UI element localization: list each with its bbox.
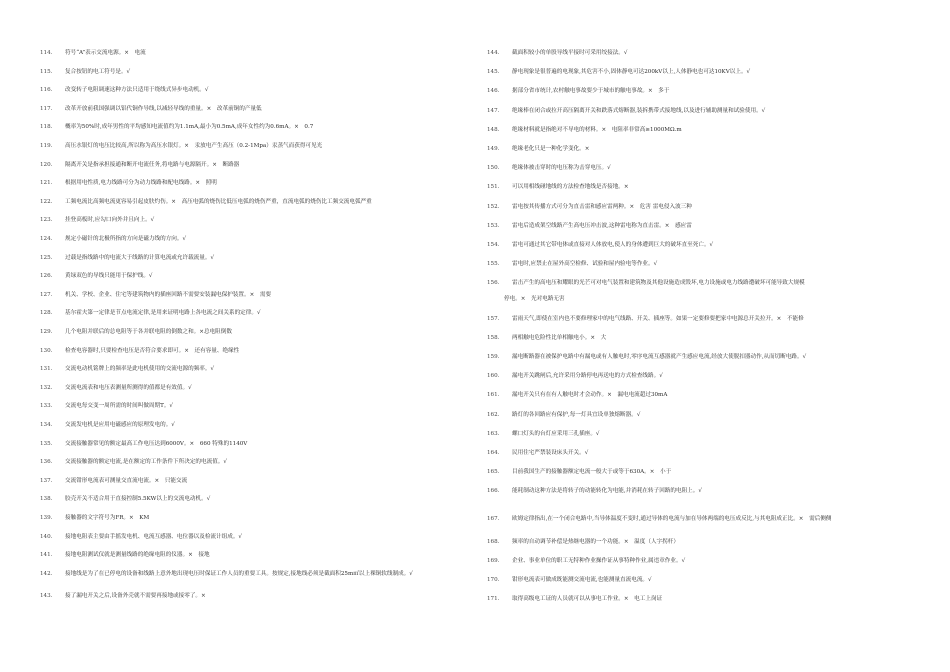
item-text: 高压水银灯的电压比较高,所以称为高压水银灯。× 汞放电产生高压（0.2-1Mpa）汞蒸气而获得可见光: [65, 143, 323, 149]
item-text: 钳形电流表可做成既能测交流电流,也能测量直流电流。√: [512, 577, 652, 584]
item-text: 雷电按其传播方式可分为直击雷和感应雷两种。× 危害 雷电侵入波三种: [512, 203, 692, 210]
item-text: 隔离开关是指承担接通和断开电流任务,将电路与电源隔开。× 断路器: [65, 161, 240, 168]
list-item: [40, 403, 468, 411]
list-item: [487, 146, 907, 154]
item-number: 171.: [487, 596, 500, 603]
list-item: [40, 571, 468, 579]
list-item: [487, 335, 907, 343]
item-number: 153.: [487, 222, 500, 229]
list-item: [40, 348, 468, 356]
item-text: 交流电流表和电压表测量所测得的值都是有效值。√: [65, 384, 192, 391]
list-item: [40, 496, 468, 504]
item-text: 符号“A”表示交流电源。× 电流: [65, 50, 146, 56]
list-item: [40, 515, 468, 523]
item-number: 122.: [40, 198, 53, 205]
list-item: [40, 552, 468, 560]
item-number: 152.: [487, 203, 500, 210]
item-text: 漏电断路器在被保护电路中有漏电或有人触电时,零序电流互感器就产生感应电流,经放大使脱扣器动作,从而切断电路。√: [512, 354, 807, 360]
item-text: 据部分省市统计,农村触电事故要少于城市的触电事故。× 多于: [512, 88, 670, 95]
item-text: 能耗制动这种方法是将转子的动能转化为电能,并消耗在转子回路的电阻上。√: [512, 488, 702, 495]
item-text: 雷击产生的高电压和耀眼的光芒可对电气装置和建筑物及其他设施造成毁坏,电力设施或电力线路遭破坏可能导致大规模: [512, 280, 805, 287]
item-number: 170.: [487, 577, 500, 584]
item-text: 黄绿双色的导线只能用于保护线。√: [65, 273, 153, 280]
item-text: 交流接触器的额定电流,是在额定的工作条件下所决定的电流值。√: [65, 459, 227, 466]
item-number: 114.: [40, 50, 53, 56]
item-number: 128.: [40, 310, 53, 317]
item-text: 频率的自动调节补偿是热继电器的一个功能。× 温度（人字拐杆）: [512, 538, 679, 545]
item-number: 125.: [40, 254, 53, 261]
item-text-continuation: 停电。× 光对电路无害: [504, 296, 565, 303]
list-item: [40, 441, 468, 449]
list-item: [487, 516, 907, 524]
item-number: 136.: [40, 459, 53, 466]
item-text: 静电现象是很普遍的电现象,其危害不小,固体静电可达200kV以上,人体静电也可达10KV以上。√: [512, 69, 751, 76]
item-number: 149.: [487, 146, 500, 152]
list-item: [40, 236, 468, 244]
item-text: 螺口灯头的台灯应采用三孔插座。√: [512, 430, 600, 437]
list-item: [40, 50, 468, 58]
item-text: 胶壳开关不适合用于直接控制5.5KW以上的交流电动机。√: [65, 496, 211, 503]
item-text: 接地电阻测试仪就是测量线路的绝缘电阻的仪器。× 接地: [65, 552, 210, 559]
list-item: [487, 108, 907, 116]
item-number: 150.: [487, 165, 500, 172]
list-item: [487, 558, 907, 566]
item-number: 146.: [487, 88, 500, 95]
item-text: 雷电时,应禁止在屋外高空检修、试验和屋内验电等作业。√: [512, 261, 658, 268]
item-text: 欧姆定律指出,在一个闭合电路中,当导体温度不变时,通过导体的电流与加在导体两端的电压成反比,与其电阻成正比。× 需后侧侧: [512, 515, 832, 522]
list-item: [40, 143, 468, 151]
item-number: 159.: [487, 354, 500, 360]
item-text: 机关、学校、企业、住宅等建筑物内的插座回路不需要安装漏电保护装置。× 需要: [65, 291, 272, 298]
list-item: [40, 87, 468, 95]
list-item: [40, 255, 468, 263]
item-number: 155.: [487, 261, 500, 268]
item-number: 160.: [487, 373, 500, 380]
item-text: 交流电每交变一周所需的时间叫做周期T。√: [65, 403, 173, 410]
item-number: 169.: [487, 558, 500, 564]
item-number: 142.: [40, 570, 53, 577]
item-number: 129.: [40, 329, 53, 335]
item-number: 123.: [40, 217, 53, 224]
list-item: [40, 593, 468, 601]
item-number: 163.: [487, 430, 500, 437]
item-number: 144.: [487, 50, 500, 56]
item-text: 基尔霍夫第一定律是节点电流定律,是用来证明电路上各电流之间关系的定律。√: [65, 310, 261, 317]
list-item: [487, 373, 907, 381]
item-text: 接了漏电开关之后,设备外壳就不需要再接地或接零了。×: [65, 593, 206, 600]
list-item: [40, 422, 468, 430]
list-item: [487, 539, 907, 547]
item-text: 绝缘体被击穿时的电压称为击穿电压。√: [512, 165, 611, 172]
item-text: 绝缘材料就是指绝对不导电的材料。× 电阻率非常高≥1000MΩ.m: [512, 126, 682, 133]
item-text: 过载是指线路中的电流大于线路的计算电流或允许载流量。√: [65, 254, 215, 261]
list-item: [487, 69, 907, 77]
item-text: 改革开放前我国强调以铝代铜作导线,以减轻导线的重量。× 改革前铜的产量低: [65, 105, 262, 112]
item-number: 161.: [487, 392, 500, 399]
item-number: 166.: [487, 488, 500, 495]
list-item: [487, 165, 907, 173]
list-item: [40, 162, 468, 170]
list-item: [40, 69, 468, 77]
list-item: [487, 450, 907, 458]
item-number: 140.: [40, 533, 53, 540]
list-item: [487, 469, 907, 477]
list-item: [487, 50, 907, 58]
list-item: [40, 459, 468, 467]
list-item: [487, 488, 907, 496]
list-item: [487, 280, 907, 303]
list-item: [40, 199, 468, 207]
list-item: [487, 431, 907, 439]
list-item: [40, 217, 468, 225]
item-text: 接触器的文字符号为FR。× KM: [65, 515, 150, 521]
list-item: [40, 180, 468, 188]
item-number: 131.: [40, 366, 53, 373]
item-number: 115.: [40, 68, 53, 75]
item-number: 139.: [40, 515, 53, 521]
item-text: 挂登高板时,应勾口向外并且向上。√: [65, 217, 155, 224]
item-number: 127.: [40, 291, 53, 298]
item-number: 148.: [487, 126, 500, 133]
item-text: 截面积较小的单股导线平接时可采用绞接法。√: [512, 50, 628, 56]
item-number: 124.: [40, 236, 53, 242]
list-item: [40, 366, 468, 374]
item-text: 改变转子电阻调速这种方法只适用于绕线式异步电动机。√: [65, 87, 209, 94]
list-item: [487, 184, 907, 192]
item-number: 137.: [40, 477, 53, 484]
list-item: [487, 392, 907, 400]
list-item: [40, 385, 468, 393]
item-text: 漏电开关跳闸后,允许采用分路停电再送电的方式检查线路。√: [512, 373, 663, 380]
list-item: [40, 273, 468, 281]
item-text: 民用住宅严禁装设床头开关。√: [512, 450, 589, 456]
item-number: 120.: [40, 161, 53, 168]
list-item: [487, 412, 907, 420]
item-text: 漏电开关只有在有人触电时才会动作。× 漏电电流超过30mA: [512, 392, 668, 399]
list-item: [487, 223, 907, 231]
item-number: 130.: [40, 347, 53, 354]
list-item: [487, 577, 907, 585]
list-item: [40, 534, 468, 542]
item-text: 接地电阻表主要由手摇发电机、电流互感器、电位器以及检流计组成。√: [65, 533, 242, 540]
item-number: 133.: [40, 403, 53, 410]
list-item: [40, 329, 468, 337]
item-number: 147.: [487, 107, 500, 114]
item-text: 规定小磁针的北极所指的方向是磁力线的方向。√: [65, 236, 187, 242]
item-text: 交流接触器常见的额定最高工作电压达到6000V。× 660 特殊的1140V: [65, 440, 248, 447]
item-text: 复合按钮的电工符号是。√: [65, 68, 131, 75]
item-text: 交流电动机铭牌上的频率是此电机使用的交流电源的频率。√: [65, 366, 215, 373]
item-number: 135.: [40, 440, 53, 447]
list-item: [487, 127, 907, 135]
item-number: 151.: [487, 184, 500, 191]
list-item: [487, 261, 907, 269]
item-text: 企业、事业单位的职工无特种作业操作证从事特种作业,属违章作业。√: [512, 558, 686, 564]
list-item: [40, 292, 468, 300]
item-number: 138.: [40, 496, 53, 503]
item-number: 141.: [40, 552, 53, 559]
item-text: 根据用电性质,电力线路可分为动力线路和配电线路。× 照明: [65, 180, 217, 187]
list-item: [487, 88, 907, 96]
item-number: 158.: [487, 334, 500, 341]
item-text: 目前我国生产的接触器额定电流一般大于或等于630A。× 小于: [512, 469, 672, 476]
item-number: 119.: [40, 143, 53, 149]
item-number: 164.: [487, 450, 500, 456]
list-item: [40, 124, 468, 132]
item-number: 145.: [487, 69, 500, 76]
item-number: 143.: [40, 593, 53, 600]
item-text: 可以用相线碰地线的方法检查地线是否接地。×: [512, 184, 629, 191]
item-number: 126.: [40, 273, 53, 280]
item-text: 取得高级电工证的人员就可以从事电工作业。× 电工上岗证: [512, 596, 663, 603]
item-text: 雷雨天气,即使在室内也不要修理家中的电气线路、开关、插座等。如果一定要修要把家中电源总开关拉开。× 不能修: [512, 315, 804, 322]
item-text: 绝缘老化只是一种化学变化。×: [512, 146, 590, 152]
item-text: 工频电流比高频电流更容易引起皮肤灼伤。× 高压电弧的烧伤比低压电弧的烧伤严重，直流电弧的烧伤比工频交流电弧严重: [65, 198, 372, 205]
list-item: [487, 596, 907, 604]
item-number: 157.: [487, 315, 500, 322]
list-item: [487, 316, 907, 324]
item-number: 116.: [40, 87, 53, 94]
item-number: 165.: [487, 469, 500, 476]
item-number: 121.: [40, 180, 53, 187]
list-item: [487, 354, 907, 362]
item-text: 雷电可通过其它带电体或直接对人体放电,使人的身体遭到巨大的破坏直至死亡。√: [512, 242, 714, 248]
list-item: [40, 106, 468, 114]
item-number: 117.: [40, 105, 53, 112]
item-text: 检查电容器时,只要检查电压是否符合要求即可。× 还有容量、绝缘性: [65, 347, 240, 354]
item-number: 156.: [487, 280, 500, 287]
item-text: 几个电阻并联后的总电阻等于各并联电阻的倒数之和。×总电阻倒数: [65, 329, 232, 335]
item-number: 132.: [40, 384, 53, 391]
item-text: 雷电后造成架空线路产生高电压冲击波,这种雷电称为直击雷。× 感应雷: [512, 222, 692, 229]
item-number: 168.: [487, 538, 500, 545]
item-number: 162.: [487, 411, 500, 418]
item-text: 概率为50%时,成年男性的平均感知电流值约为1.1mA,最小为0.5mA,成年女性约为0.6mA。× 0.7: [65, 124, 314, 131]
list-item: [487, 204, 907, 212]
item-number: 167.: [487, 515, 500, 522]
item-text: 两相触电危险性比单相触电小。× 大: [512, 334, 607, 341]
item-text: 路灯的各回路应有保护,每一灯具宜设单独熔断器。√: [512, 411, 641, 418]
item-number: 134.: [40, 422, 53, 428]
item-text: 接地线是为了在已停电的设备和线路上意外地出现电压时保证工作人员的重要工具。按规定,接地线必须是截面积25m㎡以上裸铜软线制成。√: [65, 570, 413, 577]
list-item: [487, 242, 907, 250]
list-item: [40, 478, 468, 486]
item-number: 154.: [487, 242, 500, 248]
item-number: 118.: [40, 124, 53, 131]
item-text: 绝缘棒在闭合或拉开高压隔离开关和跌落式熔断器,装拆携带式接地线,以及进行辅助测量和试验使用。√: [512, 107, 766, 114]
list-item: [40, 310, 468, 318]
item-text: 交流发电机是应用电磁感应的原理发电的。√: [65, 422, 175, 428]
item-text: 交流钳形电流表可测量交直流电流。× 只能交流: [65, 477, 188, 484]
